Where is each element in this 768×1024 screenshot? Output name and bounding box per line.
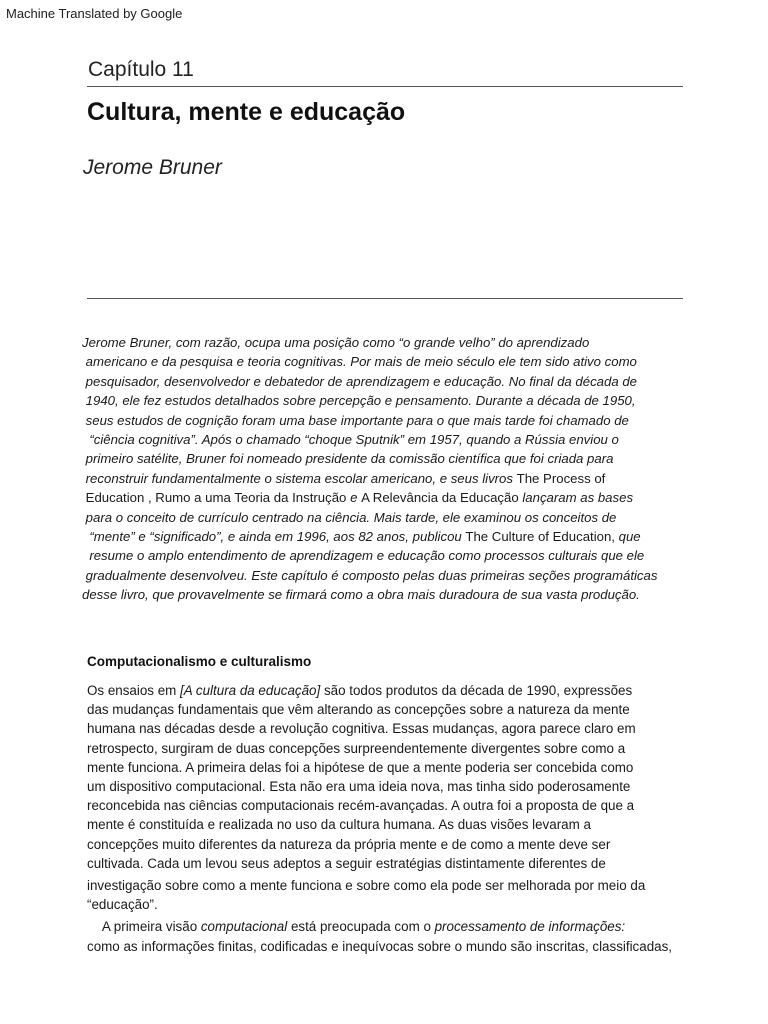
intro-line: [82, 352, 722, 371]
chapter-author: Jerome Bruner: [83, 156, 222, 179]
body-line: [87, 681, 727, 700]
text-run: seus estudos de cognição foram uma base importante para o que mais tarde foi chamado de: [82, 412, 629, 428]
intro-line: [82, 372, 722, 391]
top-divider: [87, 86, 683, 87]
text-run: como as informações finitas, codificadas e inequívocas sobre o mundo são inscritas, classificadas,: [87, 938, 673, 954]
intro-line: [82, 391, 722, 410]
text-run: A Relevância da Educação: [357, 490, 523, 506]
body-line: [87, 739, 727, 758]
text-run: mente é constituída e realizada no uso da cultura humana. As duas visões levaram a: [87, 817, 591, 833]
body-line: [87, 937, 727, 956]
text-run: Jerome Bruner, com razão, ocupa uma posição como “o grande velho” do aprendizado: [82, 335, 590, 350]
body-line: [87, 854, 727, 873]
text-run: “educação”.: [87, 897, 158, 913]
body-line: [87, 895, 727, 914]
text-run: Education , Rumo a uma Teoria da Instrução: [82, 490, 351, 506]
body-line: [87, 700, 727, 719]
body-line: [87, 796, 727, 815]
section-heading: Computacionalismo e culturalismo: [87, 654, 312, 669]
text-run: resume o amplo entendimento de aprendizagem e educação como processos culturais que ele: [82, 548, 645, 564]
chapter-title: Cultura, mente e educação: [87, 98, 406, 126]
text-run: são todos produtos da década de 1990, expressões: [320, 683, 633, 698]
text-run: para o conceito de currículo centrado na ciência. Mais tarde, ele examinou os conceitos de: [82, 509, 617, 525]
text-run: processamento de informações:: [434, 919, 626, 935]
chapter-number: Capítulo 11: [88, 58, 194, 81]
text-run: desse livro, que provavelmente se firmará como a obra mais duradoura de sua vasta produção.: [82, 587, 640, 603]
text-run: um dispositivo computacional. Esta não era uma ideia nova, mas tinha sido poderosamente: [87, 779, 631, 795]
text-run: reconstruir fundamentalmente o sistema escolar americano, e seus livros: [82, 470, 517, 486]
body-line: [87, 835, 727, 854]
intro-line: [82, 546, 722, 565]
mid-divider: [87, 298, 683, 299]
intro-line: [82, 449, 722, 468]
text-run: 1940, ele fez estudos detalhados sobre percepção e pensamento. Durante a década de 1950,: [82, 393, 636, 409]
text-run: The Process of: [516, 470, 606, 486]
intro-line: [82, 566, 722, 585]
text-run: computacional: [200, 919, 288, 935]
intro-line: [82, 430, 722, 449]
intro-line: [82, 333, 722, 352]
body-line: [87, 758, 727, 777]
text-run: que: [618, 529, 641, 545]
intro-line: [82, 585, 722, 604]
banner-text: Machine Translated by Google: [6, 6, 183, 21]
body-line: [87, 777, 727, 796]
text-run: Os ensaios em: [87, 683, 181, 698]
text-run: das mudanças fundamentais que vêm alterando as concepções sobre a natureza da mente: [87, 702, 630, 718]
text-run: americano e da pesquisa e teoria cognitivas. Por mais de meio século ele tem sido ativo como: [82, 354, 637, 370]
text-run: “ciência cognitiva”. Após o chamado “choque Sputnik” em 1957, quando a Rússia enviou o: [82, 432, 619, 448]
intro-line: [82, 469, 722, 488]
text-run: A primeira visão: [87, 919, 201, 935]
body-line: [87, 719, 727, 738]
intro-paragraph: [82, 333, 722, 605]
intro-line: [82, 411, 722, 430]
text-run: e: [350, 490, 358, 506]
body-line: [87, 815, 727, 834]
body-line: [87, 917, 727, 936]
text-run: humana nas décadas desde a revolução cognitiva. Essas mudanças, agora parece claro em: [87, 721, 636, 737]
text-run: cultivada. Cada um levou seus adeptos a seguir estratégias distintamente diferentes de: [87, 855, 606, 871]
text-run: primeiro satélite, Bruner foi nomeado presidente da comissão científica que foi criada para: [82, 451, 614, 467]
intro-line: [82, 527, 722, 546]
intro-line: [82, 488, 722, 507]
text-run: pesquisador, desenvolvedor e debatedor de aprendizagem e educação. No final da década de: [82, 373, 638, 389]
body-paragraph: [87, 681, 727, 956]
translation-banner: [0, 0, 768, 30]
text-run: retrospecto, surgiram de duas concepções surpreendentemente divergentes sobre como a: [87, 740, 626, 756]
intro-line: [82, 508, 722, 527]
text-run: mente funciona. A primeira delas foi a hipótese de que a mente poderia ser concebida como: [87, 759, 634, 775]
text-run: The Culture of Education,: [465, 529, 619, 545]
text-run: [A cultura da educação]: [180, 683, 321, 698]
text-run: está preocupada com o: [287, 919, 435, 935]
text-run: concepções muito diferentes da natureza da própria mente e de como a mente deve ser: [87, 836, 611, 852]
text-run: investigação sobre como a mente funciona e sobre como ela pode ser melhorada por meio da: [87, 878, 646, 894]
text-run: gradualmente desenvolveu. Este capítulo é composto pelas duas primeiras seções programáticas: [82, 567, 658, 583]
text-run: reconcebida nas ciências computacionais recém-avançadas. A outra foi a proposta de que a: [87, 798, 635, 814]
text-run: lançaram as bases: [522, 490, 634, 506]
body-line: [87, 876, 727, 895]
text-run: “mente” e “significado”, e ainda em 1996, aos 82 anos, publicou: [82, 529, 466, 545]
